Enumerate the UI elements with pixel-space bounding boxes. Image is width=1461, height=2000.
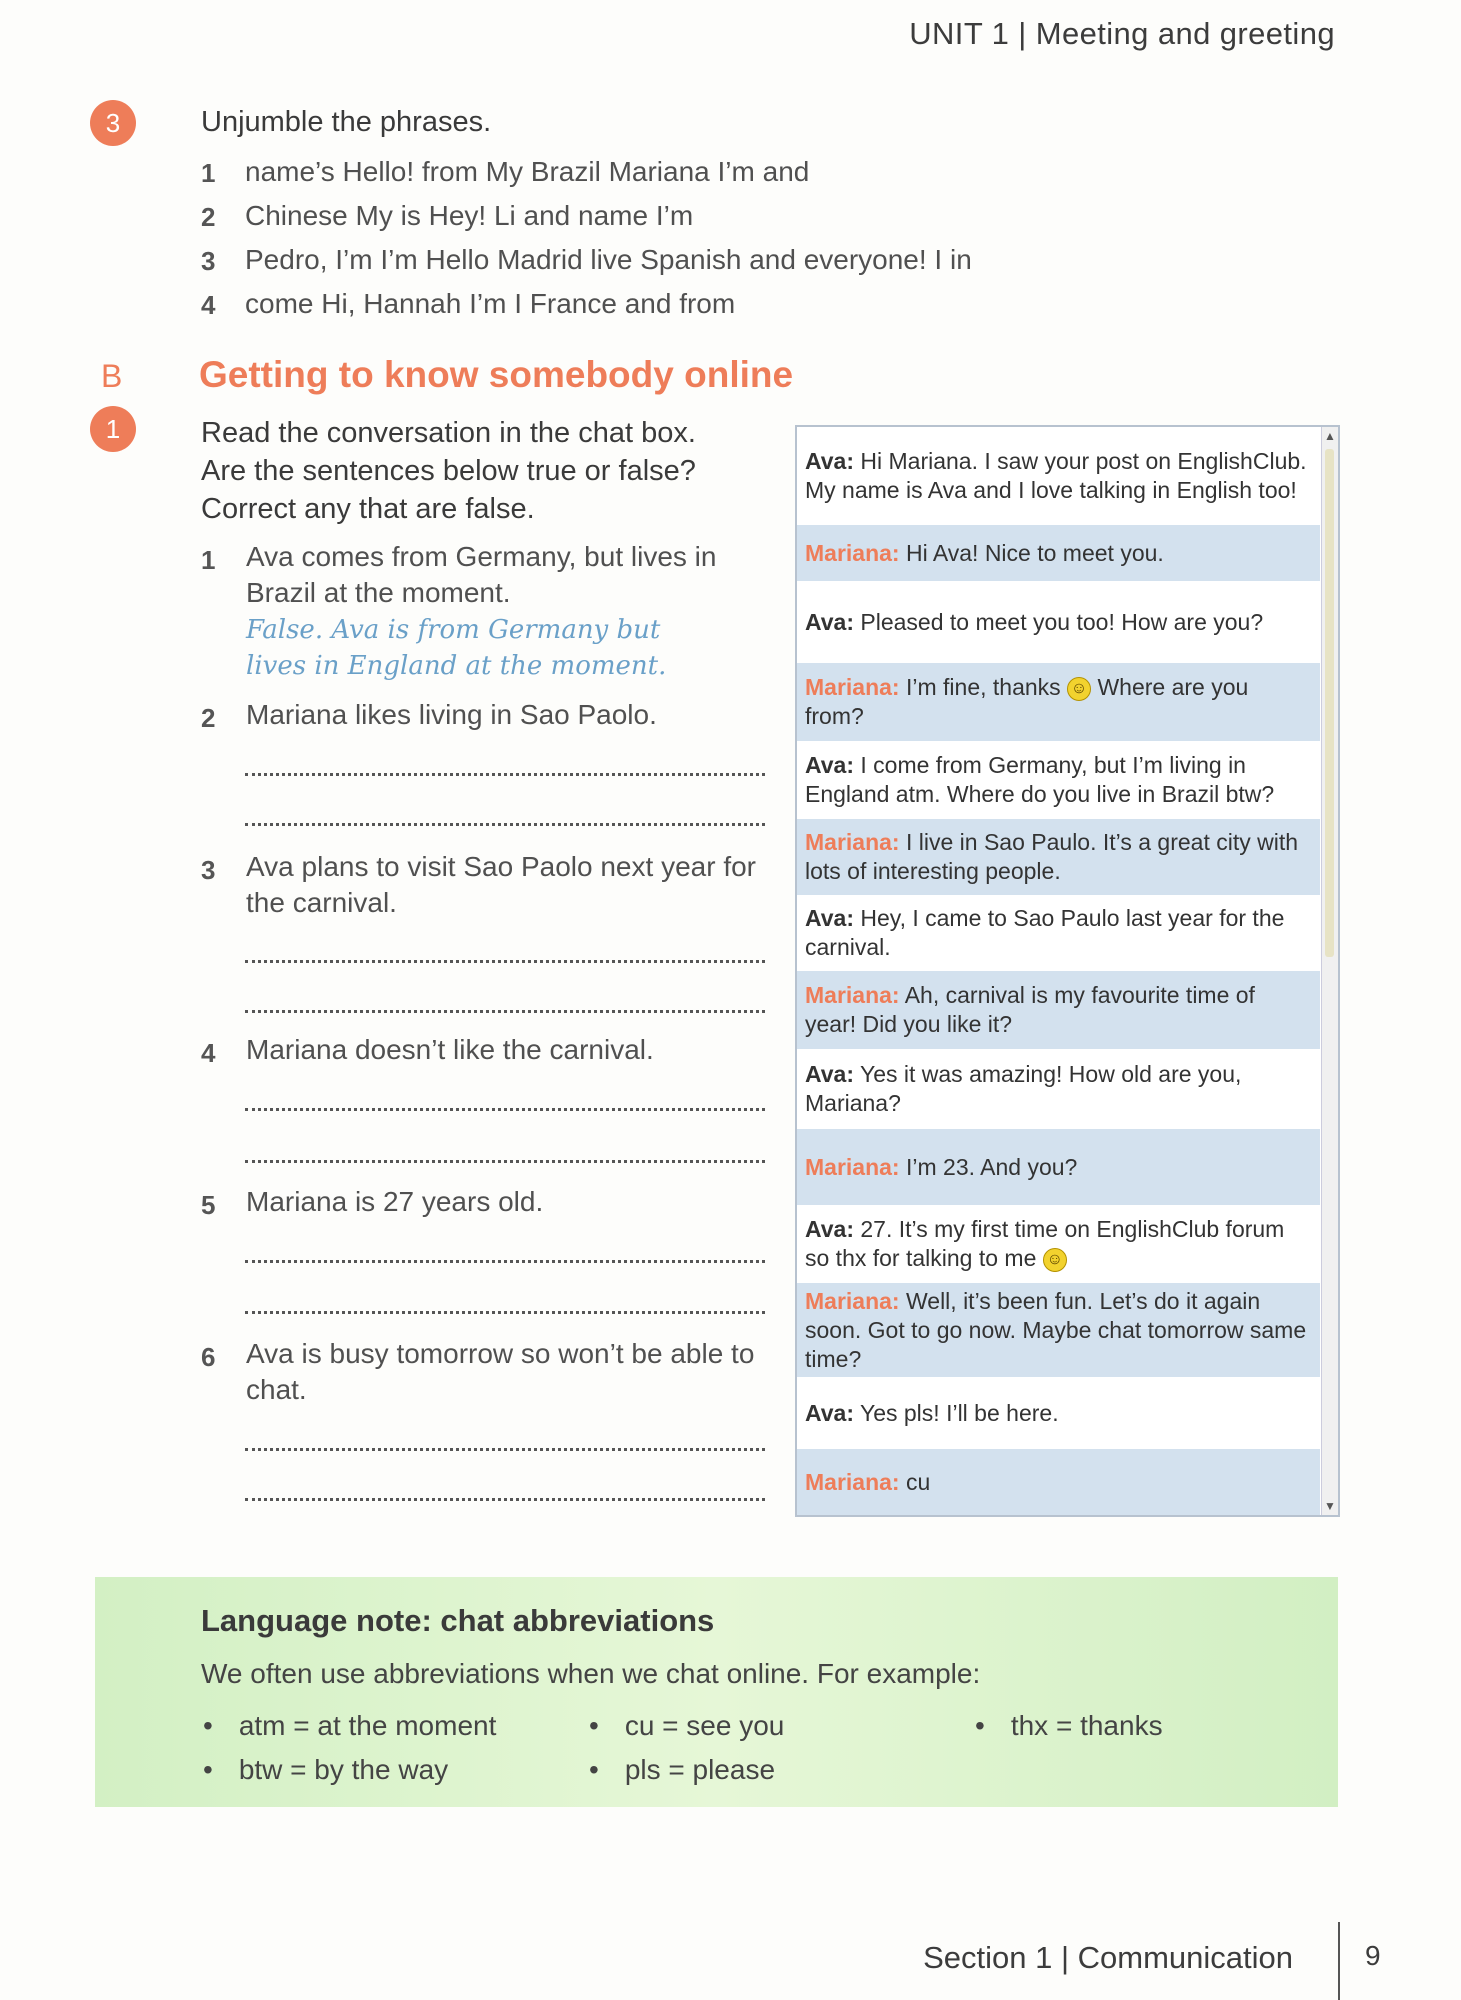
statement-line: Ava is busy tomorrow so won’t be able to: [246, 1338, 755, 1369]
chat-text: Pleased to meet you too! How are you?: [860, 608, 1264, 635]
chat-text: Hi Mariana. I saw your post on EnglishClub. My name is Ava and I love talking in English too!: [805, 448, 1307, 503]
exercise-number-badge: 1: [90, 406, 136, 452]
chat-message: [797, 895, 1320, 971]
chat-message: [797, 1205, 1320, 1283]
chat-speaker: Ava:: [805, 1216, 854, 1242]
unjumble-item: Pedro, I’m I’m Hello Madrid live Spanish and everyone! I in: [245, 244, 972, 275]
chat-speaker: Mariana:: [805, 982, 900, 1008]
statement-line: Ava plans to visit Sao Paolo next year for: [246, 851, 756, 882]
chat-message: [797, 971, 1320, 1049]
language-note-intro: We often use abbreviations when we chat online. For example:: [201, 1658, 981, 1689]
item-number: 1: [201, 158, 216, 188]
answer-line[interactable]: [245, 960, 765, 963]
chat-text: I come from Germany, but I’m living in England atm. Where do you live in Brazil btw?: [805, 752, 1275, 807]
item-number: 5: [201, 1190, 216, 1220]
chat-text: I live in Sao Paulo. It’s a great city with lots of interesting people.: [805, 829, 1299, 884]
exercise-instruction: Unjumble the phrases.: [201, 106, 492, 138]
item-number: 4: [201, 290, 216, 320]
item-number: 3: [201, 246, 216, 276]
instruction-line: Correct any that are false.: [201, 493, 535, 525]
answer-line[interactable]: [245, 1498, 765, 1501]
statement: Mariana doesn’t like the carnival.: [246, 1034, 654, 1065]
abbreviation-item: • btw = by the way: [203, 1754, 449, 1785]
smiley-icon: ☺: [1067, 677, 1091, 701]
item-number: 3: [201, 855, 216, 885]
chat-text: Yes it was amazing! How old are you, Mariana?: [805, 1061, 1242, 1116]
chat-text: Where are you from?: [805, 674, 1249, 729]
section-footer: Section 1 | Communication: [923, 1940, 1293, 1975]
scrollbar-thumb[interactable]: [1325, 449, 1334, 957]
statement-line: Ava comes from Germany, but lives in: [246, 541, 717, 572]
answer-line: False. Ava is from Germany but: [246, 615, 661, 645]
page-number: 9: [1365, 1940, 1381, 1971]
chat-text: cu: [905, 1468, 931, 1495]
chat-message: [797, 663, 1320, 741]
chat-message: [797, 1377, 1320, 1449]
exercise-number-badge: 3: [90, 100, 136, 146]
chat-speaker: Mariana:: [805, 1468, 900, 1495]
chat-speaker: Ava:: [805, 448, 854, 474]
abbreviation-text: atm = at the moment: [238, 1710, 497, 1741]
chat-message: [797, 427, 1320, 525]
answer-line[interactable]: [245, 823, 765, 826]
chat-message: [797, 525, 1320, 581]
statement: Mariana is 27 years old.: [246, 1186, 544, 1217]
chat-speaker: Ava:: [805, 1061, 854, 1087]
abbreviation-item: • cu = see you: [589, 1710, 785, 1741]
chat-text: I’m fine, thanks: [905, 674, 1061, 700]
abbreviation-text: btw = by the way: [238, 1754, 449, 1785]
chat-speaker: Ava:: [805, 608, 854, 635]
chat-message: [797, 1129, 1320, 1205]
answer-line[interactable]: [245, 773, 765, 776]
chat-scrollbar[interactable]: [1321, 427, 1338, 1515]
item-number: 1: [201, 545, 216, 575]
chat-message: [797, 1283, 1320, 1377]
language-note-title: Language note: chat abbreviations: [201, 1603, 715, 1638]
chat-speaker: Mariana:: [805, 539, 900, 566]
item-number: 6: [201, 1342, 216, 1372]
section-title: Getting to know somebody online: [199, 354, 794, 395]
chat-speaker: Ava:: [805, 1399, 854, 1426]
chat-text: I’m 23. And you?: [905, 1153, 1078, 1180]
footer-divider: [1338, 1922, 1340, 2000]
item-number: 2: [201, 202, 216, 232]
section-letter: B: [101, 358, 123, 394]
unjumble-item: Chinese My is Hey! Li and name I’m: [245, 200, 694, 231]
instruction-line: Read the conversation in the chat box.: [201, 417, 696, 449]
chat-message: [797, 819, 1320, 895]
statement: [246, 539, 716, 611]
answer-line[interactable]: [245, 1160, 765, 1163]
statement: [246, 1336, 754, 1408]
abbreviation-item: • atm = at the moment: [203, 1710, 497, 1741]
abbreviation-text: thx = thanks: [1010, 1710, 1163, 1741]
statement-line: the carnival.: [246, 887, 397, 918]
chat-speaker: Mariana:: [805, 1287, 900, 1314]
chat-speaker: Ava:: [805, 752, 854, 778]
statement: Mariana likes living in Sao Paolo.: [246, 699, 657, 730]
item-number: 4: [201, 1038, 216, 1068]
statement: [246, 849, 756, 921]
chat-box[interactable]: [795, 425, 1340, 1517]
handwritten-answer: [246, 612, 666, 684]
abbreviation-text: cu = see you: [624, 1710, 785, 1741]
chat-text: Well, it’s been fun. Let’s do it again soon. Got to go now. Maybe chat tomorrow same time?: [805, 1287, 1307, 1372]
chat-speaker: Mariana:: [805, 674, 900, 700]
unit-header: UNIT 1 | Meeting and greeting: [909, 16, 1335, 51]
chat-speaker: Mariana:: [805, 829, 900, 855]
answer-line[interactable]: [245, 1311, 765, 1314]
chat-text: Yes pls! I’ll be here.: [859, 1399, 1059, 1426]
scroll-down-icon[interactable]: ▼: [1324, 1499, 1336, 1513]
chat-speaker: Mariana:: [805, 1153, 900, 1180]
chat-text: 27. It’s my first time on EnglishClub forum so thx for talking to me: [805, 1216, 1285, 1271]
chat-text: Ah, carnival is my favourite time of year! Did you like it?: [805, 982, 1255, 1037]
abbreviation-item: • thx = thanks: [975, 1710, 1163, 1741]
item-number: 2: [201, 703, 216, 733]
exercise-instruction: [201, 414, 696, 528]
chat-message: [797, 1049, 1320, 1129]
answer-line: lives in England at the moment.: [246, 651, 667, 681]
chat-message: [797, 1449, 1320, 1515]
answer-line[interactable]: [245, 1448, 765, 1451]
chat-text: Hey, I came to Sao Paulo last year for the carnival.: [805, 905, 1285, 960]
chat-message: [797, 741, 1320, 819]
unjumble-item: name’s Hello! from My Brazil Mariana I’m and: [245, 156, 810, 187]
answer-line[interactable]: [245, 1260, 765, 1263]
statement-line: chat.: [246, 1374, 307, 1405]
abbreviation-item: • pls = please: [589, 1754, 776, 1785]
chat-speaker: Ava:: [805, 905, 854, 931]
chat-message: [797, 581, 1320, 663]
instruction-line: Are the sentences below true or false?: [201, 455, 696, 487]
answer-line[interactable]: [245, 1108, 765, 1111]
answer-line[interactable]: [245, 1010, 765, 1013]
statement-line: Brazil at the moment.: [246, 577, 511, 608]
abbreviation-text: pls = please: [624, 1754, 776, 1785]
chat-text: Hi Ava! Nice to meet you.: [905, 539, 1164, 566]
scroll-up-icon[interactable]: ▲: [1324, 429, 1336, 443]
smiley-icon: ☺: [1043, 1248, 1067, 1272]
unjumble-item: come Hi, Hannah I’m I France and from: [245, 288, 736, 319]
